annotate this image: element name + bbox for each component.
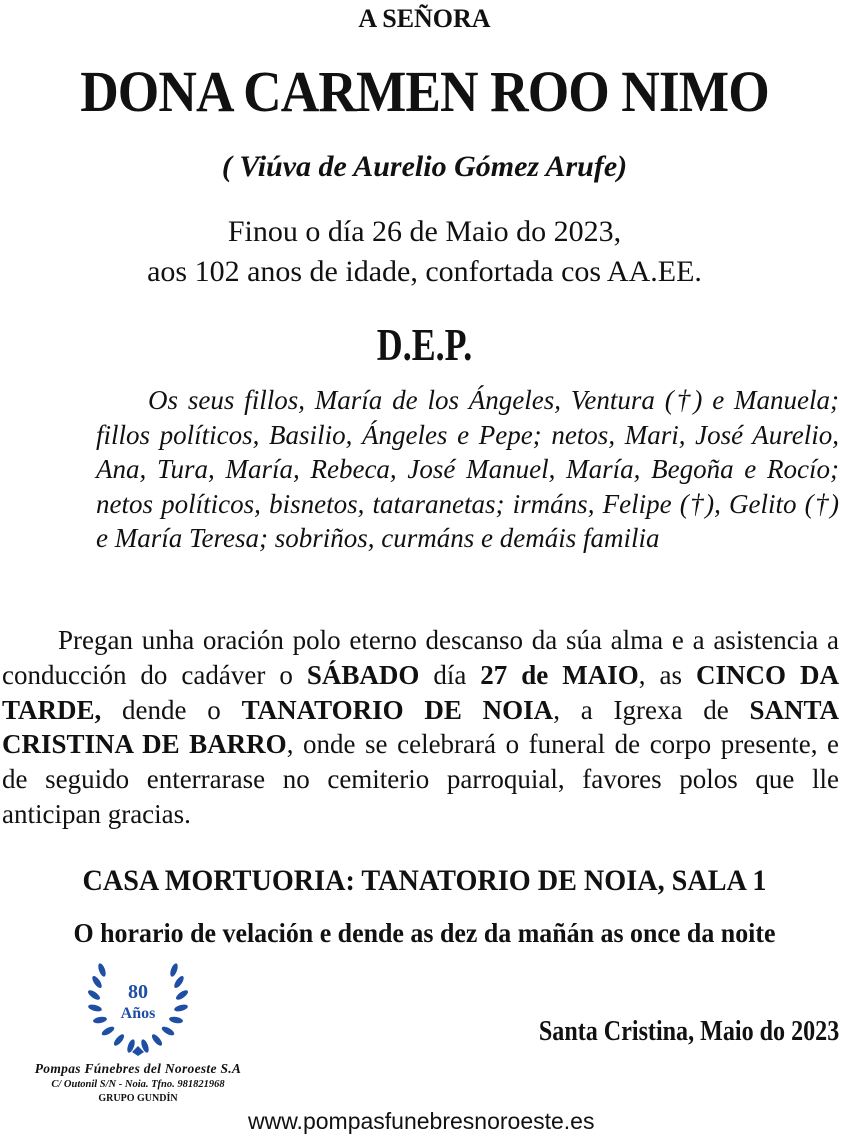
family-text: Os seus fillos, María de los Ángeles, Ventura (†) e Manuela; fillos políticos, Basilio, Ángeles e Pepe; netos, Mari, José Aurelio, Ana, Tura, María, Rebeca, José Manuel, María, Begoña e Rocío; netos políticos, bisnetos, tataranetas; irmáns, Felipe (†), Gelito (†) e María Teresa; sobriños, curmáns e demáis familia: [96, 385, 839, 553]
prayer-text: Pregan unha oración polo eterno descanso da súa alma e a asistencia a conducción do cadáver o: [2, 625, 839, 690]
death-date-line: Finou o día 26 de Maio do 2023,: [227, 215, 622, 248]
rip-heading: D.E.P.: [376, 319, 473, 370]
funeral-home-name: Pompas Fúnebres del Noroeste S.A: [34, 1061, 242, 1076]
website-link[interactable]: www.pompasfunebresnoroeste.es: [248, 1108, 595, 1134]
viewing-hours: O horario de velación e dende as dez da mañán as once da noite: [73, 918, 776, 948]
deceased-name: DONA CARMEN ROO NIMO: [80, 59, 769, 124]
prayer-paragraph: [2, 623, 839, 832]
service-church: SANTA CRISTINA DE BARRO: [2, 694, 840, 760]
prayer-text: , as: [638, 659, 696, 690]
laurel-80-years-logo: [86, 958, 190, 1058]
logo-number: 80: [128, 981, 148, 1003]
funeral-home-group: GRUPO GUNDÍN: [98, 1093, 178, 1104]
casa-mortuoria: CASA MORTUORIA: TANATORIO DE NOIA, SALA 1: [82, 864, 767, 897]
honorific: A SEÑORA: [358, 4, 491, 33]
prayer-text: , a Igrexa de: [553, 694, 750, 725]
prayer-text: dende o: [101, 694, 242, 725]
funeral-home-address: C/ Outonil S/N - Noia. Tfno. 981821968: [51, 1079, 225, 1090]
family-paragraph: [96, 383, 839, 556]
widow-of: ( Viúva de Aurelio Gómez Arufe): [221, 150, 628, 183]
service-origin: TANATORIO DE NOIA: [241, 694, 554, 725]
death-age-line: aos 102 anos de idade, confortada cos AA.EE.: [147, 255, 702, 288]
service-time: CINCO DA TARDE,: [2, 659, 839, 725]
prayer-text: , onde se celebrará o funeral de corpo presente, e de seguido enterrarase no cemiterio parroquial, favores polos que lle anticipan gracias.: [2, 729, 839, 829]
logo-word: Años: [120, 1005, 156, 1022]
service-date: 27 de MAIO: [480, 659, 639, 690]
service-day: SÁBADO: [306, 659, 420, 690]
place-date: Santa Cristina, Maio do 2023: [538, 1016, 839, 1047]
prayer-text: día: [419, 659, 481, 690]
